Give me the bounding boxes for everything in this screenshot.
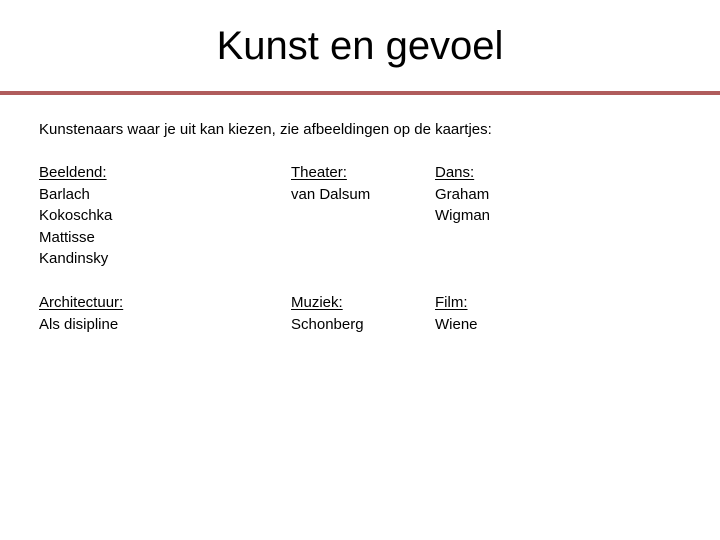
artist-name: van Dalsum: [291, 185, 371, 203]
group-beeldend: [39, 162, 112, 270]
group-heading-theater: Theater:: [291, 164, 347, 181]
group-architectuur: [39, 292, 123, 335]
group-heading-beeldend: Beeldend:: [39, 164, 107, 181]
artist-name: Wiene: [435, 315, 478, 333]
group-film: [435, 292, 478, 335]
intro-text: Kunstenaars waar je uit kan kiezen, zie afbeeldingen op de kaartjes:: [39, 121, 492, 138]
group-theater: [291, 162, 370, 205]
title-divider: [0, 91, 720, 95]
artist-name: Wigman: [435, 207, 491, 224]
artist-name: Als disipline: [39, 315, 119, 333]
group-dans: [435, 162, 490, 227]
artist-name: Kokoschka: [39, 207, 113, 224]
artist-name: Schonberg: [291, 315, 364, 333]
group-heading-architectuur: Architectuur:: [39, 294, 124, 311]
group-heading-dans: Dans:: [435, 164, 475, 181]
group-heading-muziek: Muziek:: [291, 294, 343, 311]
artist-name: Graham: [435, 185, 490, 203]
group-muziek: [291, 292, 364, 335]
slide-title: Kunst en gevoel: [216, 24, 504, 68]
artist-name: Barlach: [39, 185, 90, 203]
artist-name: Kandinsky: [39, 250, 109, 267]
artist-name: Mattisse: [39, 228, 95, 246]
group-heading-film: Film:: [435, 294, 468, 311]
